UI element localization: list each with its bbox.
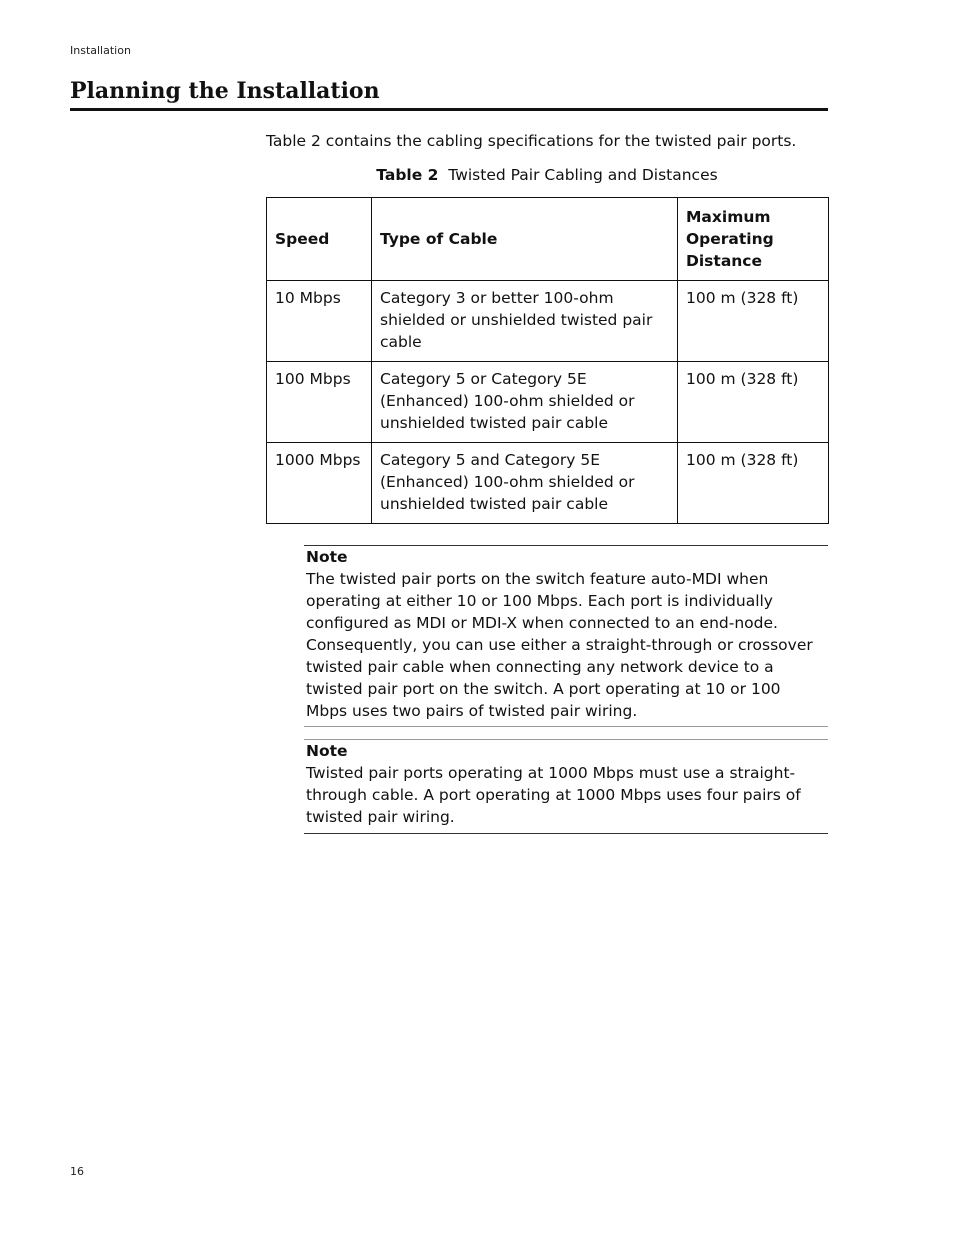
note-title: Note — [306, 548, 348, 566]
table-caption — [266, 164, 828, 186]
cell-distance: 100 m (328 ft) — [678, 362, 829, 443]
table-row — [267, 362, 829, 443]
header-type-of-cable: Type of Cable — [372, 198, 678, 281]
table-row — [267, 443, 829, 524]
running-header: Installation — [70, 44, 131, 57]
page-number: 16 — [70, 1165, 84, 1178]
note-auto-mdi — [304, 545, 828, 727]
section-title: Planning the Installation — [70, 76, 828, 111]
note-body: Twisted pair ports operating at 1000 Mbps must use a straight-through cable. A port operating at 1000 Mbps uses four pairs of twisted pair wiring. — [306, 764, 801, 826]
table-caption-text: Twisted Pair Cabling and Distances — [448, 166, 718, 184]
header-max-distance: Maximum Operating Distance — [678, 198, 829, 281]
table-caption-label: Table 2 — [376, 166, 439, 184]
note-1000mbps — [304, 739, 828, 834]
cell-cable-type: Category 5 or Category 5E (Enhanced) 100-ohm shielded or unshielded twisted pair cable — [372, 362, 678, 443]
note-body: The twisted pair ports on the switch feature auto-MDI when operating at either 10 or 100 Mbps. Each port is individually configured as MDI or MDI-X when connected to an end-node. Consequently, you can use either a straight-through or crossover twisted pair cable when connecting any network device to a twisted pair port on the switch. A port operating at 10 or 100 Mbps uses two pairs of twisted pair wiring. — [306, 570, 813, 720]
cell-cable-type: Category 3 or better 100-ohm shielded or unshielded twisted pair cable — [372, 281, 678, 362]
cell-speed: 10 Mbps — [267, 281, 372, 362]
cell-distance: 100 m (328 ft) — [678, 281, 829, 362]
cell-speed: 100 Mbps — [267, 362, 372, 443]
header-speed: Speed — [267, 198, 372, 281]
intro-paragraph: Table 2 contains the cabling specifications for the twisted pair ports. — [266, 132, 797, 150]
cell-distance: 100 m (328 ft) — [678, 443, 829, 524]
table-header-row — [267, 198, 829, 281]
cell-speed: 1000 Mbps — [267, 443, 372, 524]
cell-cable-type: Category 5 and Category 5E (Enhanced) 100-ohm shielded or unshielded twisted pair cable — [372, 443, 678, 524]
table-row — [267, 281, 829, 362]
note-title: Note — [306, 742, 348, 760]
cabling-table — [266, 197, 829, 524]
